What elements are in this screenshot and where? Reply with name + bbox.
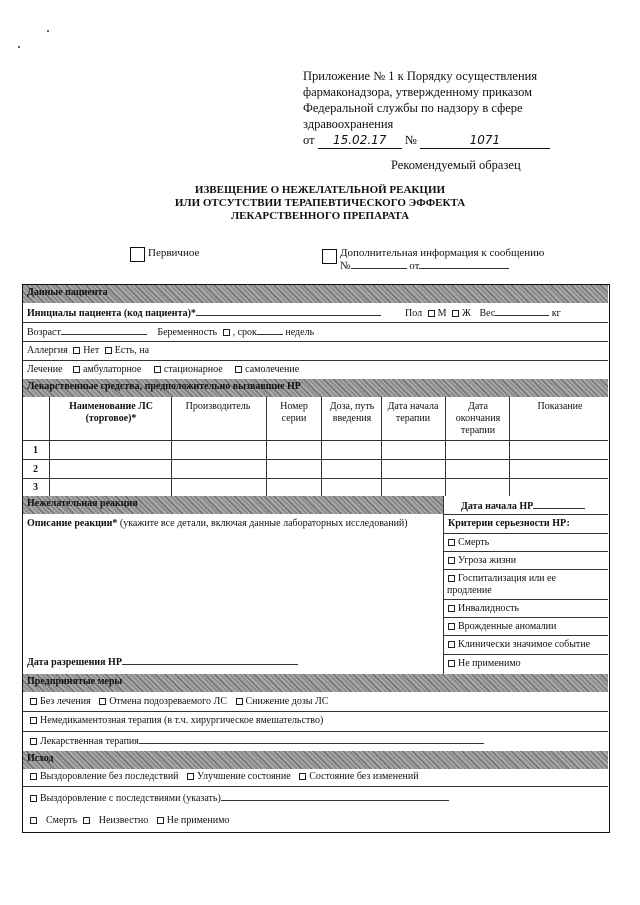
criterion-label-cont: продление — [447, 585, 492, 596]
criterion-na — [445, 658, 521, 669]
recommended-sample-label: Рекомендуемый образец — [391, 158, 521, 172]
appendix-line: здравоохранения — [303, 117, 394, 131]
allergy-row — [27, 345, 149, 356]
col-drug-name: Наименование ЛС (торговое)* — [69, 401, 153, 424]
description-hint: (укажите все детали, включая данные лабораторных исследований) — [119, 518, 408, 529]
death-checkbox[interactable] — [30, 817, 37, 824]
outcome-section-header: Исход — [23, 751, 608, 769]
unchanged-checkbox[interactable] — [299, 773, 306, 780]
improvement-label: Улучшение состояние — [197, 771, 291, 782]
criterion-checkbox[interactable] — [448, 575, 455, 582]
col-end-date: Дата окончания терапии — [455, 401, 501, 436]
row-divider — [443, 599, 608, 600]
initials-label: Инициалы пациента (код пациента)* — [27, 308, 196, 319]
appendix-line: Приложение № 1 к Порядку осуществления — [303, 69, 538, 83]
row-divider — [23, 731, 608, 732]
row-divider — [443, 533, 608, 534]
male-label: М — [437, 308, 447, 319]
resolution-date-field[interactable] — [122, 656, 298, 665]
allergy-no-checkbox[interactable] — [73, 347, 80, 354]
inpatient-checkbox[interactable] — [154, 366, 161, 373]
recovery-label: Выздоровление без последствий — [40, 771, 179, 782]
outcome-row-2 — [27, 792, 449, 804]
outpatient-checkbox[interactable] — [73, 366, 80, 373]
message-number-field[interactable] — [351, 260, 407, 269]
title-line: ИЗВЕЩЕНИЕ О НЕЖЕЛАТЕЛЬНОЙ РЕАКЦИИ — [194, 184, 446, 196]
row-divider — [23, 440, 608, 441]
recovery-consequences-label: Выздоровление с последствиями (указать) — [40, 793, 221, 804]
drug-therapy-field[interactable] — [139, 735, 484, 744]
patient-initials-row — [27, 307, 381, 319]
col-divider — [443, 496, 444, 674]
reduce-dose-label: Снижение дозы ЛС — [245, 696, 329, 707]
sex-label: Пол — [405, 308, 423, 319]
inpatient-label: стационарное — [163, 364, 223, 375]
self-treatment-label: самолечение — [245, 364, 300, 375]
message-date-label: от — [409, 260, 420, 272]
patient-section-header: Данные пациента — [23, 285, 608, 303]
primary-checkbox[interactable] — [130, 247, 145, 262]
unknown-checkbox[interactable] — [83, 817, 90, 824]
row-divider — [443, 617, 608, 618]
primary-label: Первичное — [148, 247, 200, 259]
criterion-checkbox[interactable] — [448, 660, 455, 667]
recovery-consequences-checkbox[interactable] — [30, 795, 37, 802]
col-divider — [381, 397, 382, 496]
recovery-checkbox[interactable] — [30, 773, 37, 780]
col-divider — [49, 397, 50, 496]
weeks-label: недель — [285, 327, 315, 338]
measures-row-3 — [27, 735, 484, 747]
col-divider — [509, 397, 510, 496]
drug-row-number: 1 — [33, 445, 38, 456]
appendix-line: фармаконадзора, утвержденному приказом — [303, 85, 533, 99]
treatment-row — [27, 364, 299, 375]
kg-label: кг — [551, 308, 561, 319]
row-divider — [23, 478, 608, 479]
appendix-header — [303, 68, 603, 149]
female-checkbox[interactable] — [452, 310, 459, 317]
measures-row-1 — [27, 696, 328, 707]
row-divider — [23, 341, 608, 342]
pregnancy-checkbox[interactable] — [223, 329, 230, 336]
outcome-row-3 — [27, 815, 229, 826]
col-dose: Доза, путь введения — [329, 401, 375, 424]
scan-speck — [47, 30, 49, 32]
cancel-drug-label: Отмена подозреваемого ЛС — [109, 696, 227, 707]
col-batch: Номер серии — [280, 401, 308, 424]
criterion-label: Смерть — [458, 537, 490, 548]
order-date: 15.02.17 — [318, 132, 402, 149]
col-divider — [445, 397, 446, 496]
treatment-label: Лечение — [27, 364, 63, 375]
criterion-checkbox[interactable] — [448, 539, 455, 546]
report-form — [22, 284, 610, 833]
criterion-life-threat — [445, 555, 516, 566]
additional-info-fields — [340, 260, 509, 272]
criterion-label: Госпитализация или ее — [458, 573, 556, 584]
col-divider — [321, 397, 322, 496]
start-date-label: Дата начала НР — [461, 501, 534, 512]
number-label: № — [404, 133, 417, 147]
term-field[interactable] — [257, 326, 283, 335]
criterion-label: Врожденные аномалии — [458, 621, 557, 632]
criterion-label: Угроза жизни — [458, 555, 517, 566]
title-line: ЛЕКАРСТВЕННОГО ПРЕПАРАТА — [230, 210, 410, 222]
criterion-hospitalization — [445, 573, 556, 584]
unchanged-label: Состояние без изменений — [309, 771, 419, 782]
reaction-section-header: Нежелательная реакция — [23, 496, 443, 514]
drug-row-number: 2 — [33, 464, 38, 475]
row-divider — [23, 360, 608, 361]
measures-section-header: Предпринятые меры — [23, 674, 608, 692]
criterion-label: Не применимо — [458, 658, 521, 669]
death-label: Смерть — [46, 815, 78, 826]
no-treatment-checkbox[interactable] — [30, 698, 37, 705]
start-date-field[interactable] — [533, 500, 585, 509]
form-title — [120, 184, 520, 223]
allergy-no-label: Нет — [83, 345, 100, 356]
row-divider — [443, 514, 608, 515]
age-row — [27, 326, 314, 338]
additional-info-checkbox[interactable] — [322, 249, 337, 264]
resolution-date-label: Дата разрешения НР — [27, 657, 122, 668]
criterion-death — [445, 537, 489, 548]
col-indication: Показание — [537, 401, 583, 412]
row-divider — [443, 551, 608, 552]
criterion-checkbox[interactable] — [448, 605, 455, 612]
col-divider — [171, 397, 172, 496]
order-number: 1071 — [420, 132, 550, 149]
col-start-date: Дата начала терапии — [387, 401, 439, 424]
cancel-drug-checkbox[interactable] — [99, 698, 106, 705]
weight-field[interactable] — [495, 307, 549, 316]
male-checkbox[interactable] — [428, 310, 435, 317]
recovery-consequences-field[interactable] — [221, 792, 449, 801]
row-divider — [443, 635, 608, 636]
criterion-checkbox[interactable] — [448, 641, 455, 648]
row-divider — [23, 459, 608, 460]
title-line: ИЛИ ОТСУТСТВИИ ТЕРАПЕВТИЧЕСКОГО ЭФФЕКТА — [174, 197, 466, 209]
sex-weight-row — [405, 307, 561, 319]
criterion-checkbox[interactable] — [448, 557, 455, 564]
row-divider — [443, 569, 608, 570]
col-divider — [266, 397, 267, 496]
criterion-disability — [445, 603, 519, 614]
criterion-checkbox[interactable] — [448, 623, 455, 630]
na-label: Не применимо — [166, 815, 230, 826]
criterion-congenital — [445, 621, 556, 632]
nondrug-therapy-checkbox[interactable] — [30, 717, 37, 724]
measures-row-2 — [27, 715, 323, 726]
na-checkbox[interactable] — [157, 817, 164, 824]
reaction-description — [27, 518, 408, 529]
drugs-section-header: Лекарственные средства, предположительно вызвавшие НР — [23, 379, 608, 397]
initials-field[interactable] — [196, 307, 381, 316]
nondrug-therapy-label: Немедикаментозная терапия (в т.ч. хирургическое вмешательство) — [40, 715, 324, 726]
outpatient-label: амбулаторное — [83, 364, 142, 375]
message-date-field[interactable] — [419, 260, 509, 269]
criterion-label: Инвалидность — [458, 603, 520, 614]
resolution-date — [27, 656, 298, 668]
row-divider — [443, 654, 608, 655]
pregnancy-label: Беременность — [157, 327, 218, 338]
description-label: Описание реакции* — [27, 518, 118, 529]
no-treatment-label: Без лечения — [40, 696, 91, 707]
female-label: Ж — [462, 308, 471, 319]
criteria-title: Критерии серьезности НР: — [448, 518, 570, 529]
improvement-checkbox[interactable] — [187, 773, 194, 780]
reduce-dose-checkbox[interactable] — [236, 698, 243, 705]
row-divider — [23, 322, 608, 323]
age-label: Возраст — [27, 327, 61, 338]
allergy-yes-checkbox[interactable] — [105, 347, 112, 354]
criterion-clinical — [445, 639, 590, 650]
allergy-label: Аллергия — [27, 345, 68, 356]
col-manufacturer: Производитель — [185, 401, 251, 412]
scan-speck — [18, 46, 20, 48]
age-field[interactable] — [61, 326, 147, 335]
row-divider — [23, 786, 608, 787]
order-date-number — [303, 132, 603, 149]
weight-label: Вес — [479, 308, 496, 319]
unknown-label: Неизвестно — [98, 815, 149, 826]
row-divider — [23, 711, 608, 712]
appendix-line: Федеральной службы по надзору в сфере — [303, 101, 523, 115]
outcome-row-1 — [27, 771, 419, 782]
from-label: от — [303, 133, 315, 147]
allergy-yes-label: Есть, на — [114, 345, 150, 356]
term-label: , срок — [232, 327, 257, 338]
message-number-label: № — [340, 260, 351, 272]
reaction-start-date — [461, 500, 585, 512]
additional-info-label: Дополнительная информация к сообщению — [340, 247, 545, 259]
drug-row-number: 3 — [33, 482, 38, 493]
criterion-label: Клинически значимое событие — [458, 639, 591, 650]
drug-therapy-checkbox[interactable] — [30, 738, 37, 745]
drug-therapy-label: Лекарственная терапия — [40, 736, 139, 747]
self-treatment-checkbox[interactable] — [235, 366, 242, 373]
